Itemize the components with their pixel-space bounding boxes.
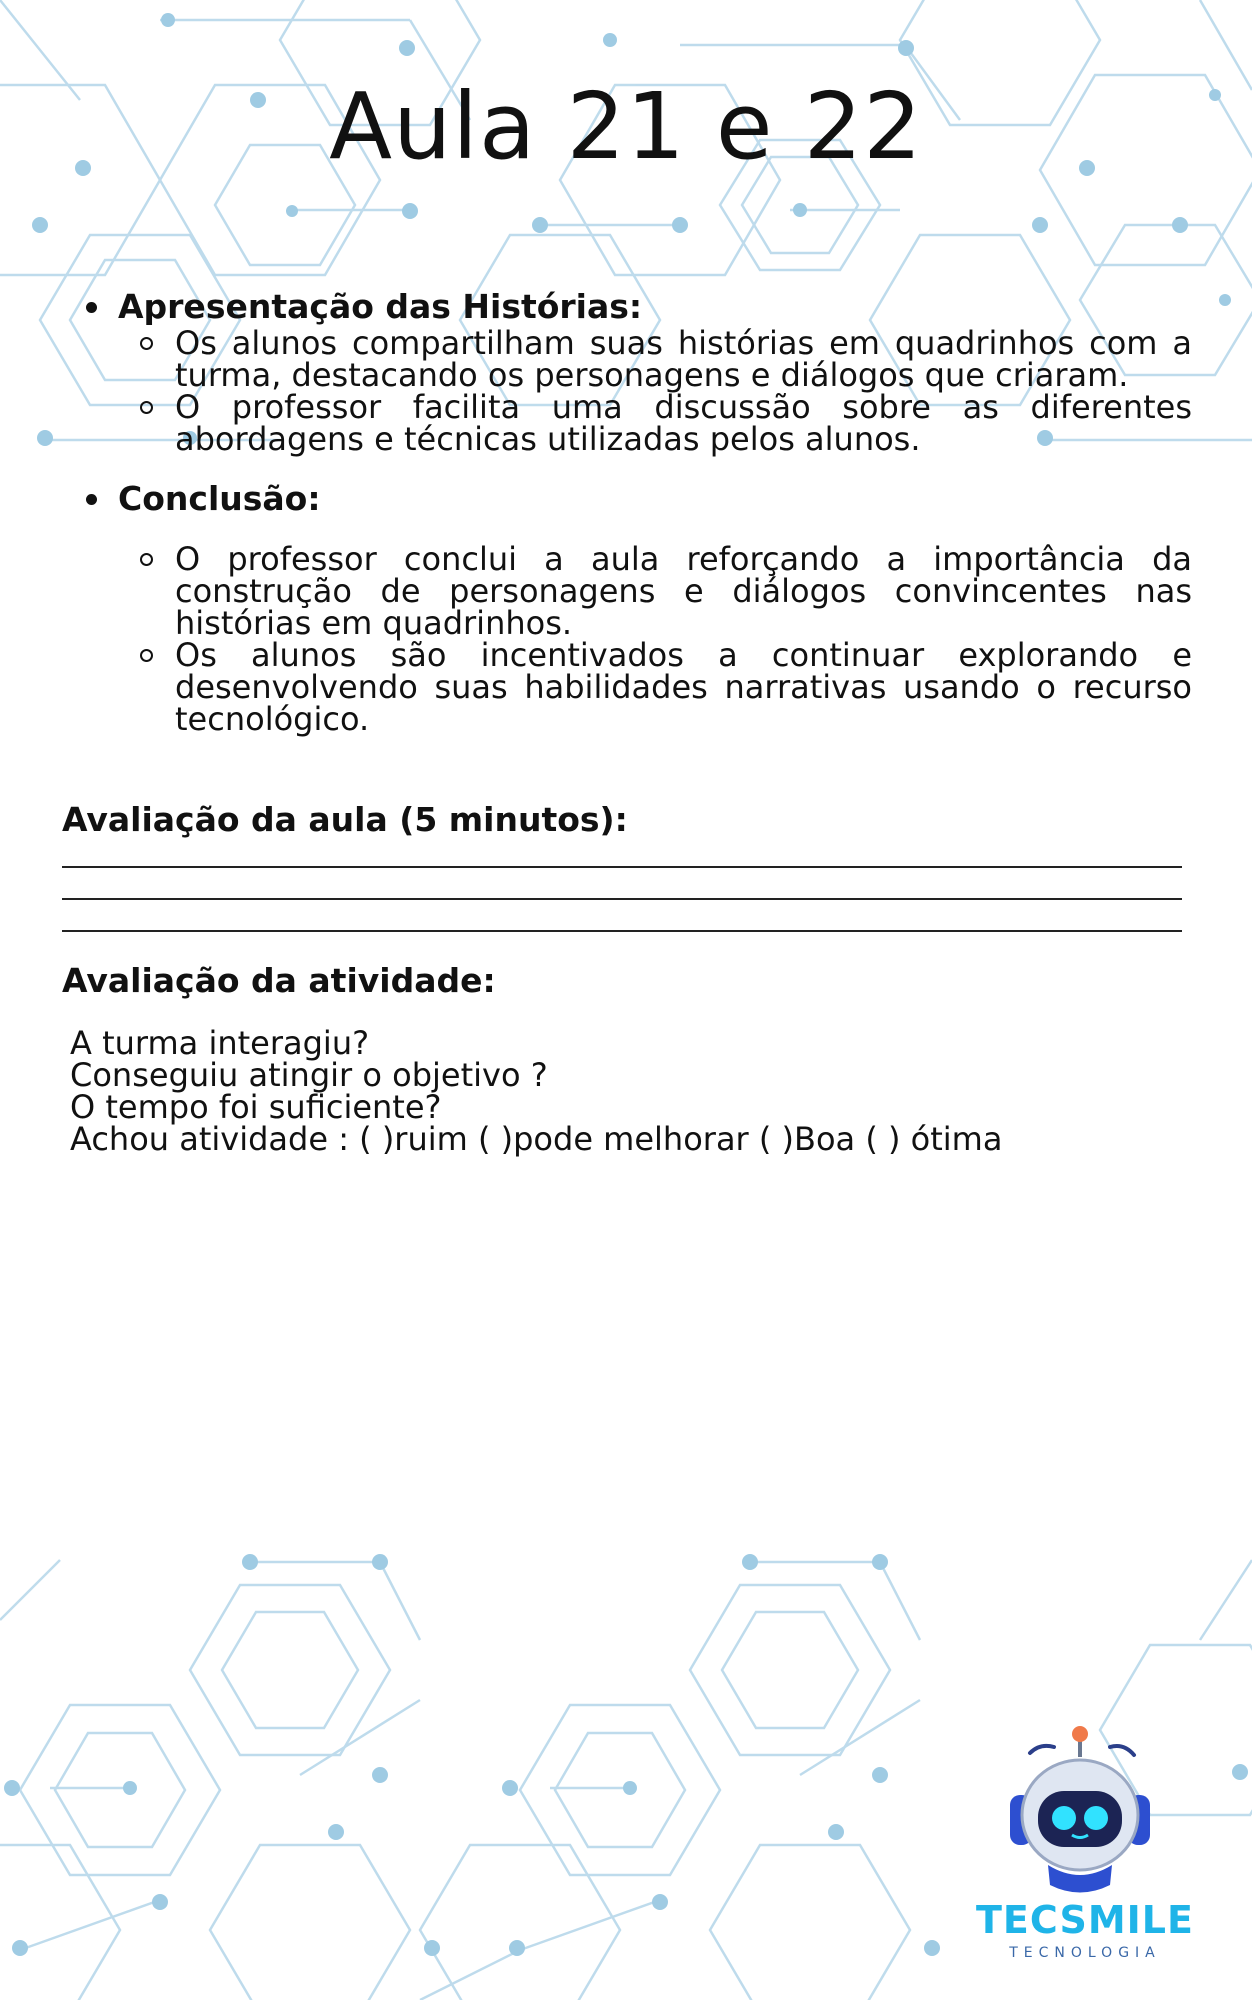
lesson-evaluation-heading: Avaliação da aula (5 minutos): [62, 800, 628, 839]
evaluation-question: A turma interagiu? [70, 1024, 370, 1062]
activity-evaluation-heading: Avaliação da atividade: [62, 961, 496, 1000]
evaluation-question: O tempo foi suficiente? [70, 1088, 442, 1126]
section-presentation [62, 287, 1192, 458]
list-item: Os alunos compartilham suas histórias em quadrinhos com a turma, destacando os personagens e diálogos que criaram. [62, 327, 1192, 391]
evaluation-rating-options: Achou atividade : ( )ruim ( )pode melhorar ( )Boa ( ) ótima [70, 1120, 1003, 1158]
list-item: O professor facilita uma discussão sobre as diferentes abordagens e técnicas utilizadas pelos alunos. [62, 391, 1192, 455]
blank-answer-line [62, 898, 1182, 900]
list-item: Os alunos são incentivados a continuar explorando e desenvolvendo suas habilidades narrativas usando o recurso tecnológico. [62, 639, 1192, 735]
section-conclusion [62, 479, 1192, 738]
page-title: Aula 21 e 22 [329, 73, 923, 180]
tecsmile-logo [960, 1725, 1210, 1975]
svg-text:TECSMILE: TECSMILE [976, 1898, 1194, 1942]
list-item: O professor conclui a aula reforçando a importância da construção de personagens e diálogos convincentes nas histórias em quadrinhos. [62, 543, 1192, 639]
evaluation-question: Conseguiu atingir o objetivo ? [70, 1056, 548, 1094]
sub-list [62, 540, 1192, 738]
section-heading: Conclusão: [62, 479, 1192, 519]
blank-answer-line [62, 930, 1182, 932]
svg-text:TECNOLOGIA: TECNOLOGIA [1009, 1945, 1161, 1961]
sub-list [62, 324, 1192, 458]
blank-answer-line [62, 866, 1182, 868]
section-heading: Apresentação das Histórias: [62, 287, 1192, 327]
